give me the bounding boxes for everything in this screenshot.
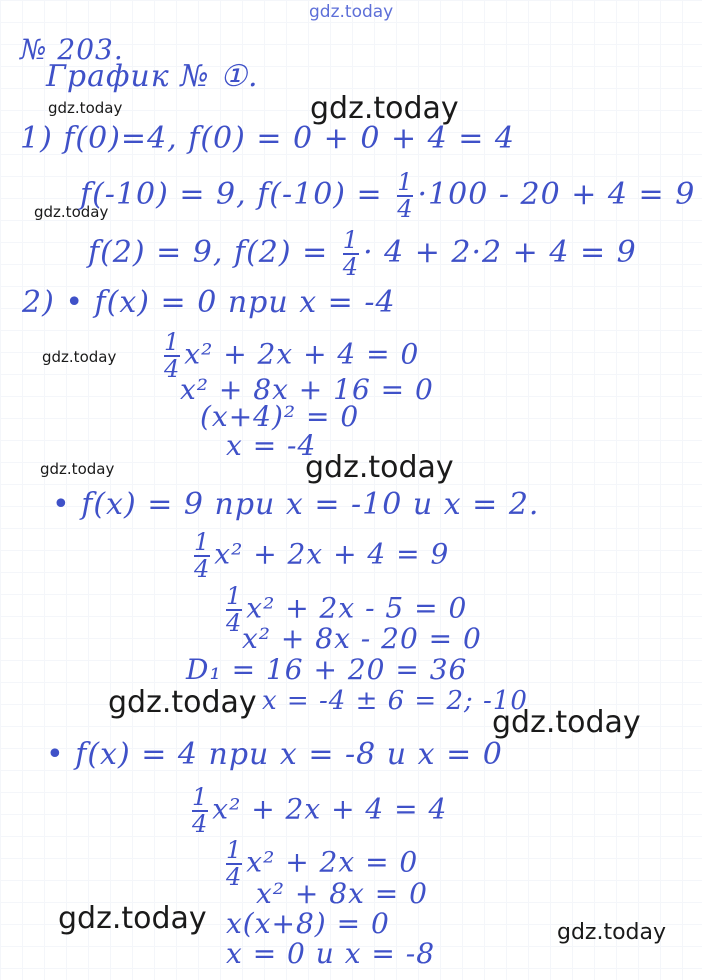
part3-eq5: x = -4 ± 6 = 2; -10 [262, 686, 528, 716]
watermark: gdz.today [305, 450, 454, 485]
part1-line3: f(2) = 9, f(2) = $\frac{1}{4}$ · 4 + 2·2 + 4 = 9 [88, 226, 637, 282]
part1-line1: 1) f(0)=4, f(0) = 0 + 0 + 4 = 4 [20, 121, 516, 156]
part3-eq4: D₁ = 16 + 20 = 36 [186, 653, 468, 686]
part3-eq1: $\frac{1}{4}$ x² + 2x + 4 = 9 [194, 528, 450, 584]
watermark: gdz.today [42, 348, 117, 366]
part3-eq3: x² + 8x - 20 = 0 [242, 622, 482, 655]
part2-eq4: x = -4 [226, 429, 317, 462]
part4-heading: • f(x) = 4 при x = -8 и x = 0 [46, 737, 503, 772]
part4-eq3: x² + 8x = 0 [256, 877, 428, 910]
part4-eq1: $\frac{1}{4}$ x² + 2x + 4 = 4 [192, 783, 448, 839]
watermark: gdz.today [310, 91, 459, 126]
top-watermark: gdz.today [309, 2, 394, 22]
part2-eq2: x² + 8x + 16 = 0 [180, 373, 434, 406]
part3-heading: • f(x) = 9 при x = -10 и x = 2. [52, 487, 540, 522]
watermark: gdz.today [108, 685, 257, 720]
part4-eq2: $\frac{1}{4}$ x² + 2x = 0 [226, 836, 419, 892]
fraction: $\frac{1}{4}$ [397, 168, 414, 224]
part2-eq3: (x+4)² = 0 [200, 400, 360, 433]
part2-heading: 2) • f(x) = 0 при x = -4 [22, 285, 396, 320]
watermark: gdz.today [34, 203, 109, 221]
fraction: $\frac{1}{4}$ [342, 226, 360, 282]
watermark: gdz.today [557, 920, 667, 945]
part1-line2: f(-10) = 9, f(-10) = $\frac{1}{4}$ ·100 - 20 + 4 = 9 [80, 168, 696, 224]
watermark: gdz.today [492, 705, 641, 740]
watermark: gdz.today [40, 460, 115, 478]
part3-eq2: $\frac{1}{4}$ x² + 2x - 5 = 0 [226, 582, 468, 638]
watermark: gdz.today [48, 99, 123, 117]
part4-eq4: x(x+8) = 0 [226, 907, 390, 940]
graph-title: График № ①. [46, 59, 259, 94]
watermark: gdz.today [58, 901, 207, 936]
part2-eq1: $\frac{1}{4}$ x² + 2x + 4 = 0 [164, 328, 420, 384]
problem-number: № 203. [20, 33, 124, 66]
part4-eq5: x = 0 и x = -8 [226, 937, 436, 970]
